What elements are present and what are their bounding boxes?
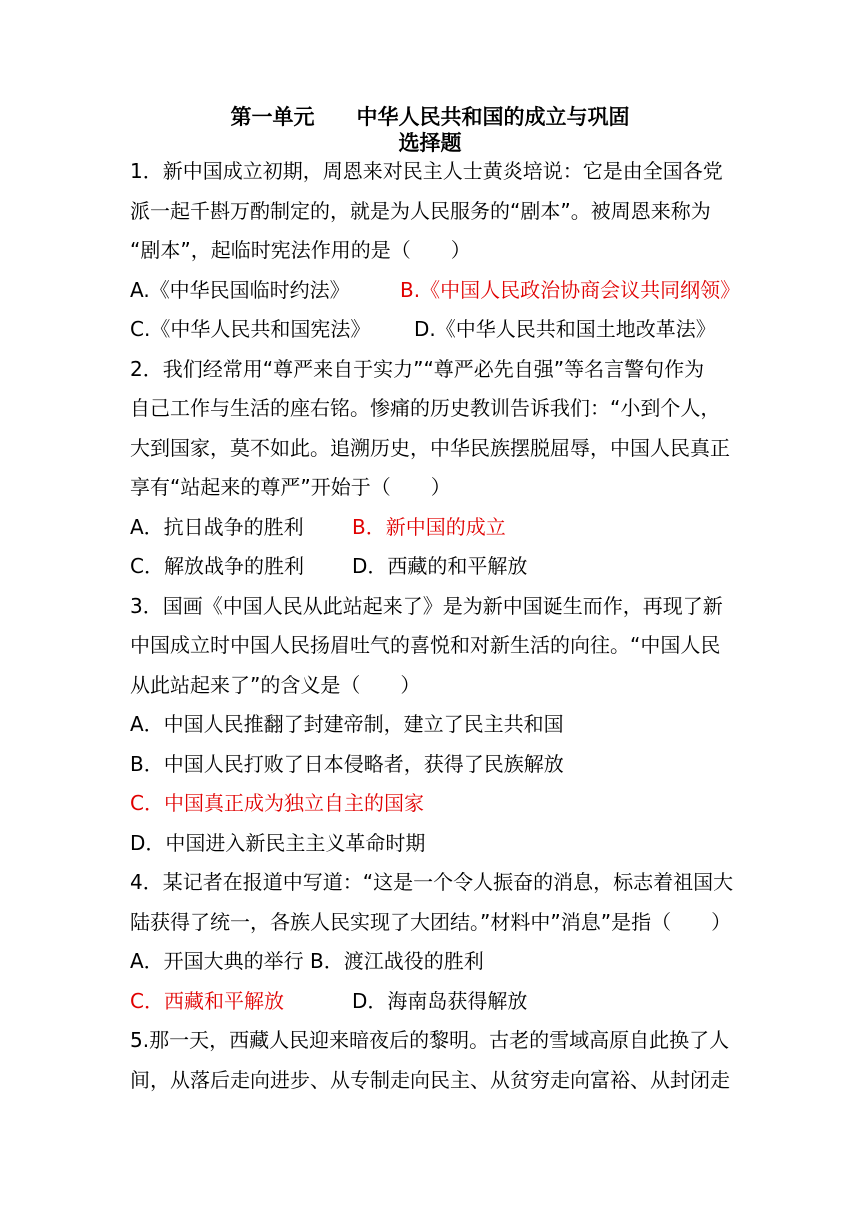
q2-option-a: A．抗日战争的胜利 xyxy=(130,515,304,539)
section-title: 选择题 xyxy=(398,131,462,155)
q1-option-d: D.《中华人民共和国土地改革法》 xyxy=(414,317,716,341)
q3-option-b: B．中国人民打败了日本侵略者，获得了民族解放 xyxy=(130,752,564,776)
q1-stem-line-1: 1．新中国成立初期，周恩来对民主人士黄炎培说：它是由全国各党 xyxy=(130,159,723,183)
q4-stem-line-2: 陆获得了统一，各族人民实现了大团结。”材料中”消息”是指（ ） xyxy=(130,910,732,934)
q3-stem-line-2: 中国成立时中国人民扬眉吐气的喜悦和对新生活的向往。“中国人民 xyxy=(130,633,721,657)
q3-option-a: A．中国人民推翻了封建帝制，建立了民主共和国 xyxy=(130,712,564,736)
q3-option-d: D．中国进入新民主主义革命时期 xyxy=(130,831,426,855)
q2-stem-line-2: 自己工作与生活的座右铭。惨痛的历史教训告诉我们：“小到个人， xyxy=(130,396,721,420)
q5-stem-line-2: 间，从落后走向进步、从专制走向民主、从贫穷走向富裕、从封闭走 xyxy=(130,1068,730,1092)
q3-stem-line-3: 从此站起来了”的含义是（ ） xyxy=(130,673,421,697)
q2-option-b-answer: B．新中国的成立 xyxy=(352,515,506,539)
q1-stem-line-2: 派一起千斟万酌制定的，就是为人民服务的“剧本”。被周恩来称为 xyxy=(130,199,711,223)
q4-stem-line-1: 4．某记者在报道中写道：“这是一个令人振奋的消息，标志着祖国大 xyxy=(130,870,734,894)
q1-stem-line-3: “剧本”，起临时宪法作用的是（ ） xyxy=(130,238,471,262)
q5-stem-line-1: 5.那一天，西藏人民迎来暗夜后的黎明。古老的雪域高原自此换了人 xyxy=(130,1028,730,1052)
q2-stem-line-3: 大到国家，莫不如此。追溯历史，中华民族摆脱屈辱，中国人民真正 xyxy=(130,436,730,460)
q4-option-c-answer: C．西藏和平解放 xyxy=(130,989,284,1013)
q2-stem-line-1: 2．我们经常用“尊严来自于实力”“尊严必先自强”等名言警句作为 xyxy=(130,357,705,381)
q4-options-row-1: A．开国大典的举行 B．渡江战役的胜利 xyxy=(130,949,484,973)
unit-title: 第一单元 中华人民共和国的成立与巩固 xyxy=(230,105,630,129)
q1-option-c: C.《中华人民共和国宪法》 xyxy=(130,317,371,341)
q1-option-b-answer: B.《中国人民政治协商会议共同纲领》 xyxy=(400,278,741,302)
q2-option-d: D．西藏的和平解放 xyxy=(352,554,528,578)
q1-option-a: A.《中华民国临时约法》 xyxy=(130,278,350,302)
q2-stem-line-4: 享有“站起来的尊严”开始于（ ） xyxy=(130,475,451,499)
q3-option-c-answer: C．中国真正成为独立自主的国家 xyxy=(130,791,424,815)
q2-option-c: C．解放战争的胜利 xyxy=(130,554,304,578)
q3-stem-line-1: 3．国画《中国人民从此站起来了》是为新中国诞生而作，再现了新 xyxy=(130,594,723,618)
q4-option-d: D．海南岛获得解放 xyxy=(352,989,528,1013)
